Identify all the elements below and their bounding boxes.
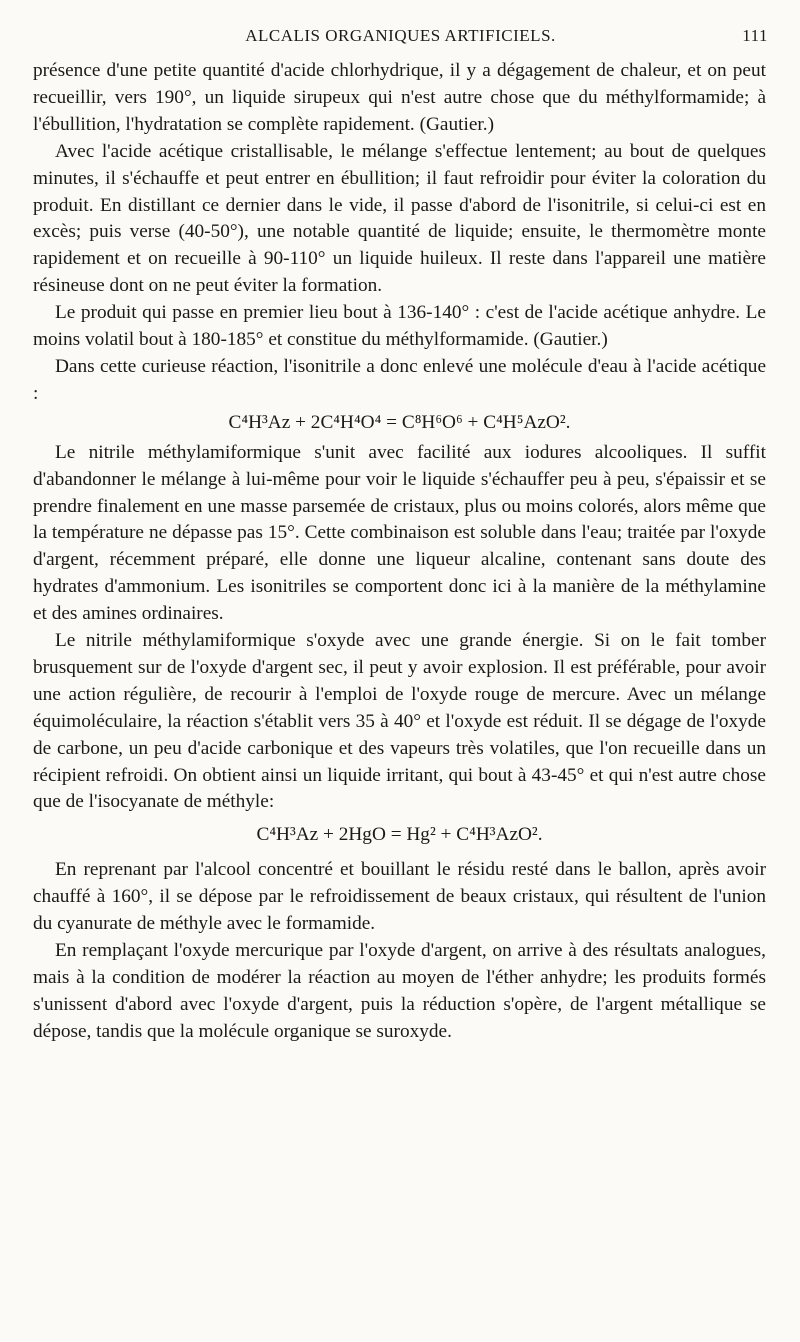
paragraph-alcohol: En reprenant par l'alcool concentré et bouillant le résidu resté dans le ballon, après avoir chauffé à 160°, il se dépose par le refroidissement de beaux cristaux, qui résultent de l'union du cyanurate de méthyle avec le formamide. [33,859,766,935]
paragraph-oxidation: Le nitrile méthylamiformique s'oxyde avec une grande énergie. Si on le fait tomber brusquement sur de l'oxyde d'argent sec, il peut y avoir explosion. Il est préférable, pour avoir une action régulière, de recourir à l'emploi de l'oxyde rouge de mercure. Avec un mélange équimoléculaire, la réaction s'établit vers 35 à 40° et l'oxyde est réduit. Il se dégage de l'oxyde de carbone, un peu d'acide carbonique et des vapeurs très volatiles, que l'on recueille dans un récipient refroidi. On obtient ainsi un liquide irritant, qui bout à 43-45° et qui n'est autre chose que de l'isocyanate de méthyle: [33,630,766,813]
formula-mercury: C⁴H³Az + 2HgO = Hg² + C⁴H³AzO². [256,824,543,846]
paragraph-reaction: Dans cette curieuse réaction, l'isonitrile a donc enlevé une molécule d'eau à l'acide acétique : [33,355,766,404]
paragraph-silver-oxide: En remplaçant l'oxyde mercurique par l'oxyde d'argent, on arrive à des résultats analogues, mais à la condition de modérer la réaction au moyen de l'éther anhydre; les produits formés s'unissent d'abord avec l'oxyde d'argent, puis la réduction s'opère, de l'argent métallique se dépose, tandis que la molécule organique se suroxyde. [33,940,766,1042]
formula-acetic: C⁴H³Az + 2C⁴H⁴O⁴ = C⁸H⁶O⁶ + C⁴H⁵AzO². [228,411,571,433]
running-header [33,26,768,52]
paragraph-iodides: Le nitrile méthylamiformique s'unit avec facilité aux iodures alcooliques. Il suffit d'abandonner le mélange à lui-même pour voir le liquide s'échauffer peu à peu, s'épaissir et se prendre finalement en une masse parsemée de cristaux, plus ou moins colorés, alors même que la température ne dépasse pas 15°. Cette combinaison est soluble dans l'eau; traitée par l'oxyde d'argent, récemment préparé, elle donne une liqueur alcaline, contenant sans doute des hydrates d'ammonium. Les isonitriles se comportent donc ici à la manière de la méthylamine et des amines ordinaires. [33,441,766,625]
paragraph-continuation: présence d'une petite quantité d'acide chlorhydrique, il y a dégagement de chaleur, et on peut recueillir, vers 190°, un liquide sirupeux qui n'est autre chose que du méthylformamide; à l'ébullition, l'hydratation se complète rapidement. (Gautier.) [33,60,766,135]
page-number: 111 [742,26,768,45]
paragraph-first-product: Le produit qui passe en premier lieu bout à 136-140° : c'est de l'acide acétique anhydre. Le moins volatil bout à 180-185° et constitue du méthylformamide. (Gautier.) [33,302,766,351]
paragraph-acetic-acid: Avec l'acide acétique cristallisable, le mélange s'effectue lentement; au bout de quelques minutes, il s'échauffe et peut entrer en ébullition; il faut refroidir pour éviter la coloration du produit. En distillant ce dernier dans le vide, il passe d'abord de l'isonitrile, si celui-ci est en excès; puis verse (40-50°), une notable quantité de liquide; ensuite, le thermomètre monte rapidement et on recueille à 90-110° un liquide huileux. Il reste dans l'appareil une matière résineuse dont on ne peut éviter la formation. [33,140,766,297]
running-title: ALCALIS ORGANIQUES ARTIFICIELS. [245,26,556,45]
page-body [33,58,766,1046]
